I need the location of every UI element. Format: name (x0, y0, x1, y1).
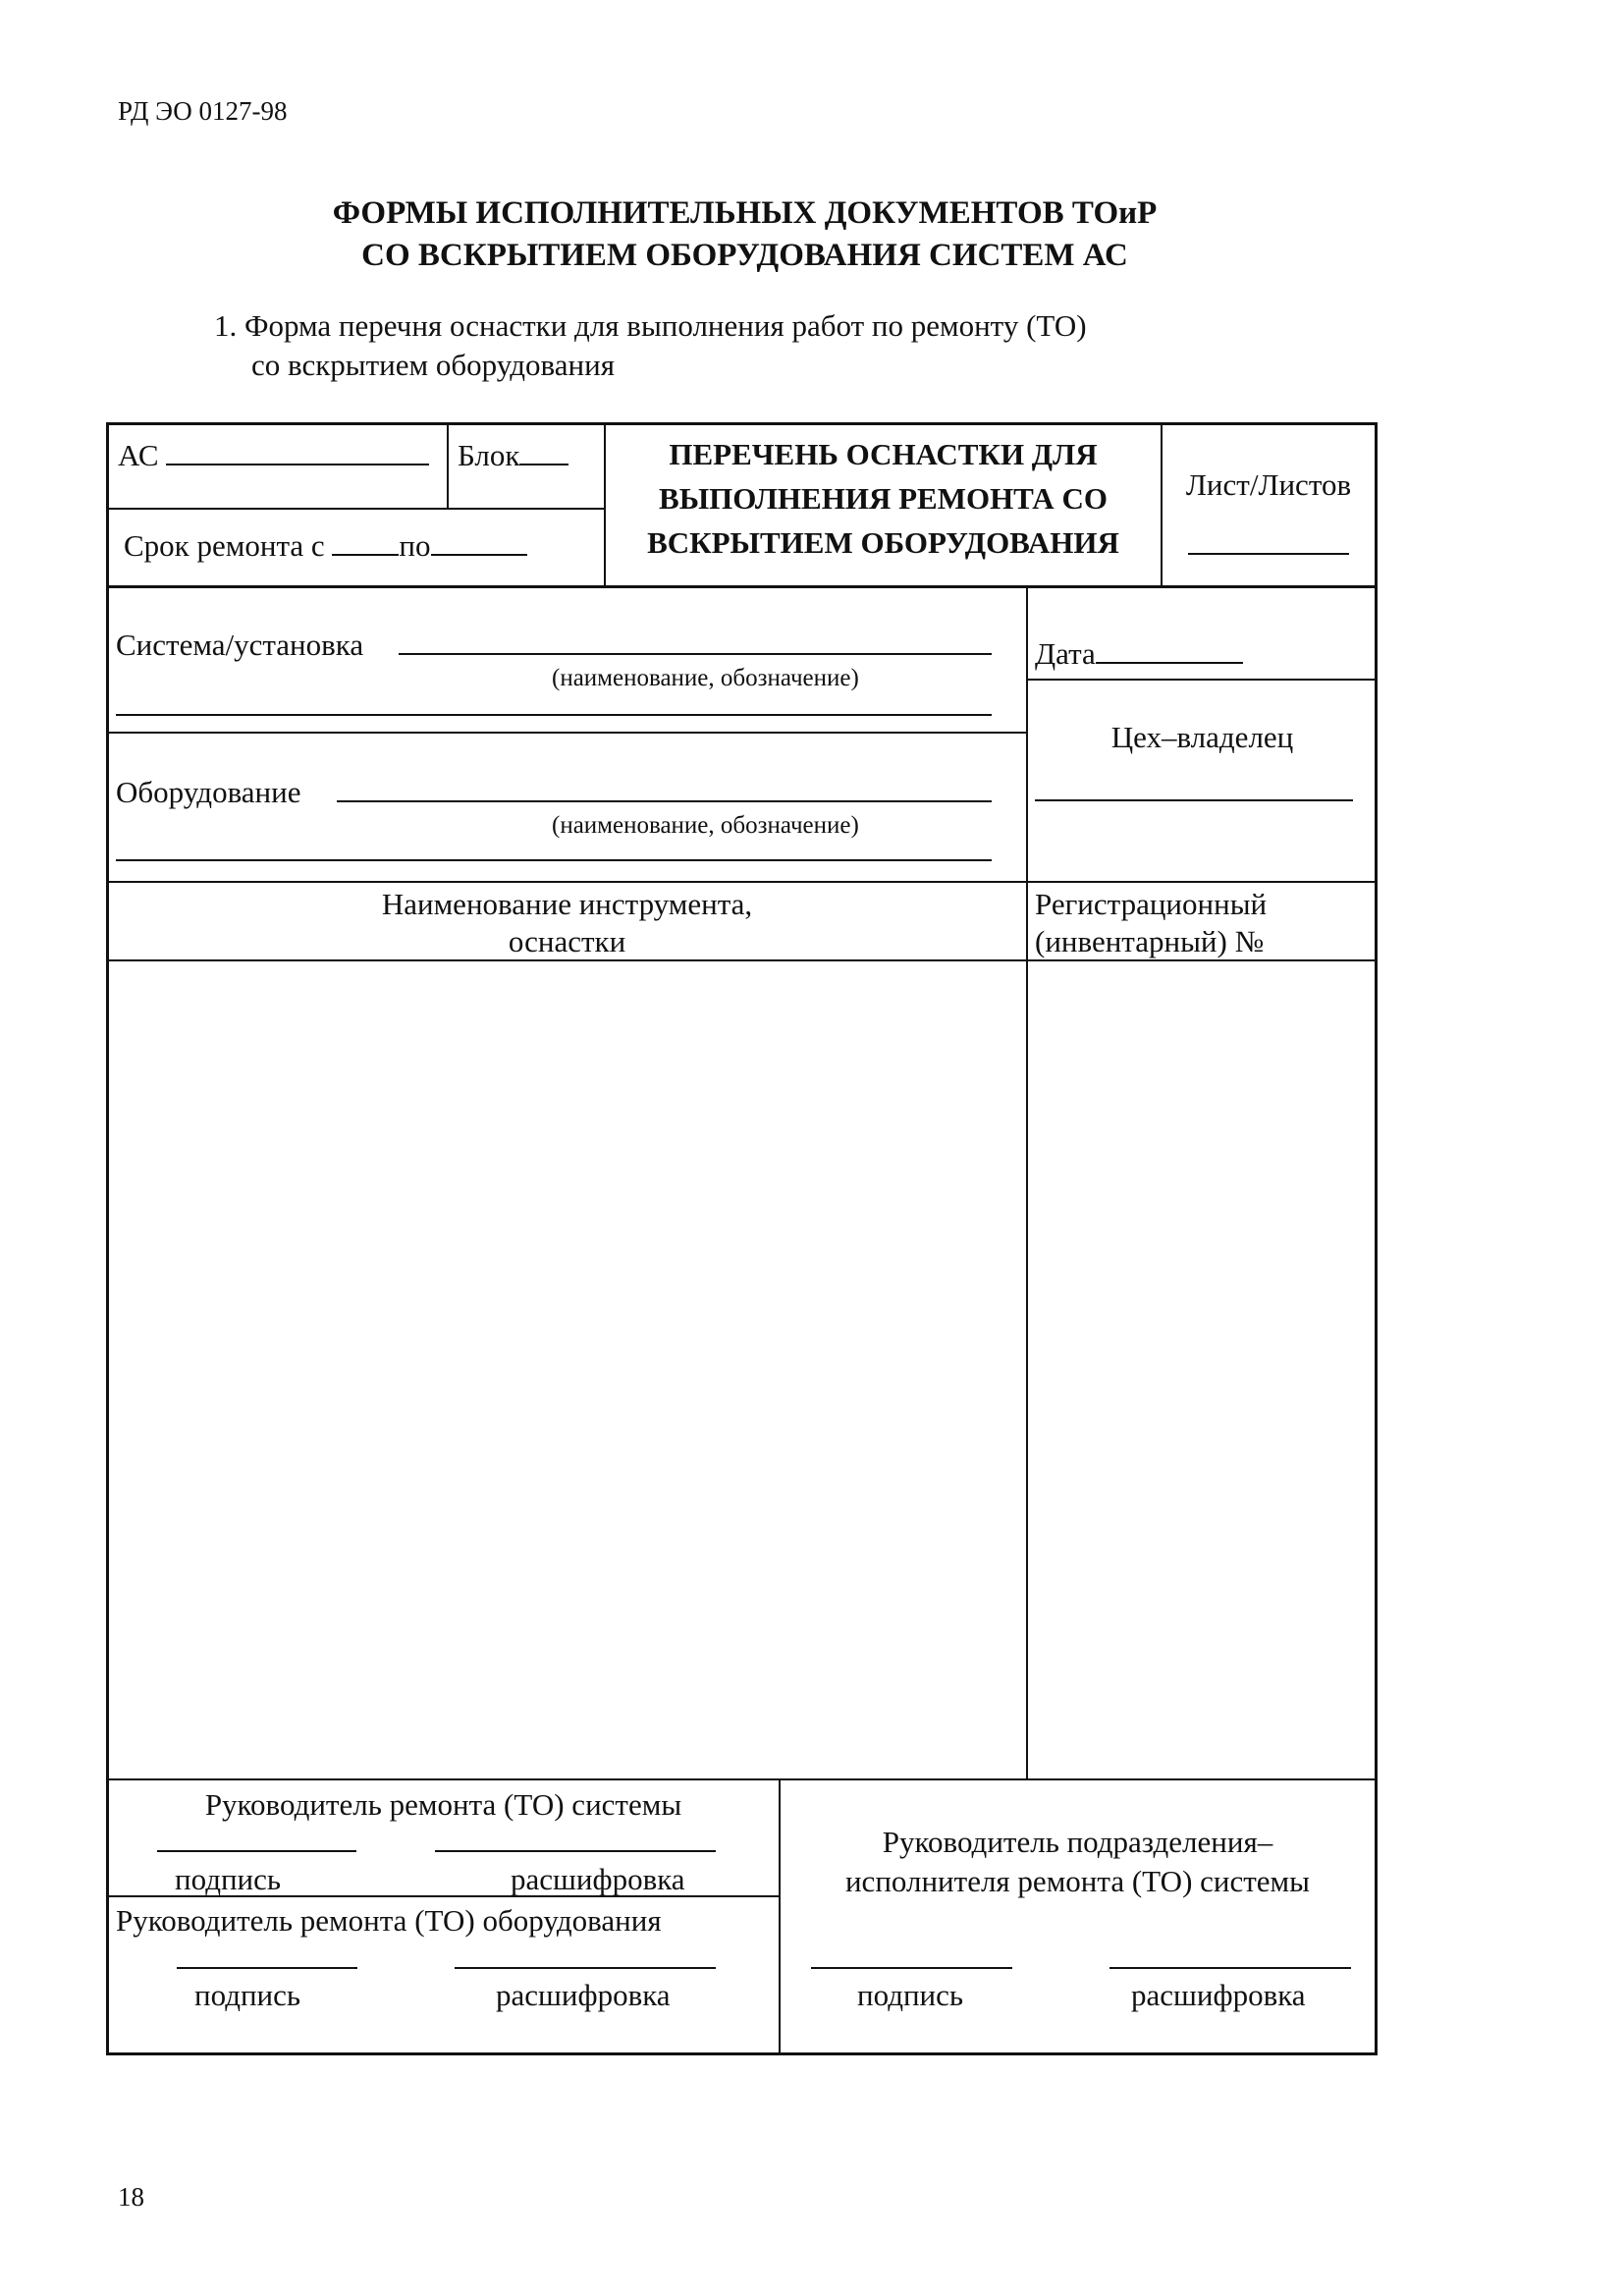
as-field[interactable] (166, 438, 429, 465)
owner-shop-field[interactable] (1035, 799, 1353, 801)
system-hint: (наименование, обозначение) (552, 665, 859, 691)
sheet-label: Лист/Листов (1185, 467, 1352, 502)
divider (106, 508, 605, 510)
equipment-repair-head-label: Руководитель ремонта (ТО) оборудования (116, 1903, 662, 1938)
date-field[interactable] (1096, 636, 1243, 664)
unit-head-signature-line[interactable] (811, 1967, 1012, 1969)
title-line-1: ФОРМЫ ИСПОЛНИТЕЛЬНЫХ ДОКУМЕНТОВ ТОиР (332, 195, 1158, 231)
block-label: Блок (458, 438, 568, 473)
system-head-signature-label: подпись (175, 1862, 282, 1896)
document-code: РД ЭО 0127-98 (118, 96, 288, 126)
divider (447, 422, 449, 509)
system-label: Система/установка (116, 628, 364, 662)
reg-number-column-area[interactable] (1028, 961, 1375, 1778)
repair-start-field[interactable] (332, 528, 399, 556)
equipment-hint: (наименование, обозначение) (552, 812, 859, 839)
divider (106, 732, 1027, 734)
tool-name-column-area[interactable] (108, 961, 1026, 1778)
col-tool-name: Наименование инструмента, оснастки (381, 887, 753, 958)
repair-period: Срок ремонта с по (124, 528, 527, 564)
divider (106, 1778, 1378, 1780)
divider (106, 881, 1378, 883)
equipment-head-signature-line[interactable] (177, 1967, 357, 1969)
subtitle-line-1: 1. Форма перечня оснастки для выполнения работ по ремонту (ТО) (214, 308, 1087, 343)
form-title: ПЕРЕЧЕНЬ ОСНАСТКИ ДЛЯ ВЫПОЛНЕНИЯ РЕМОНТА СО ВСКРЫТИЕМ ОБОРУДОВАНИЯ (647, 437, 1119, 560)
sheet-field[interactable] (1188, 553, 1349, 555)
page-number: 18 (118, 2182, 144, 2212)
block-field[interactable] (519, 438, 568, 465)
unit-head-label: Руководитель подразделения– исполнителя ремонта (ТО) системы (844, 1825, 1311, 1898)
repair-end-field[interactable] (431, 528, 527, 556)
as-label: АС (118, 438, 429, 473)
divider (1161, 422, 1163, 587)
system-field-line-2[interactable] (116, 714, 992, 716)
equipment-head-decoding-label: расшифровка (496, 1978, 671, 2012)
col-reg-number: Регистрационный (инвентарный) № (1035, 887, 1268, 958)
equipment-head-decoding-line[interactable] (455, 1967, 716, 1969)
form-border-top (106, 422, 1378, 425)
divider (106, 585, 1378, 588)
equipment-field[interactable] (337, 800, 992, 802)
system-repair-head-label: Руководитель ремонта (ТО) системы (204, 1787, 682, 1822)
form-border-right (1375, 422, 1378, 2055)
system-head-decoding-label: расшифровка (511, 1862, 685, 1896)
system-head-signature-line[interactable] (157, 1850, 356, 1852)
owner-shop-label: Цех–владелец (1110, 720, 1294, 754)
system-head-decoding-line[interactable] (435, 1850, 716, 1852)
divider (779, 1778, 781, 2053)
date-label: Дата (1035, 636, 1243, 672)
system-field[interactable] (399, 653, 992, 655)
form-border-bottom (106, 2052, 1378, 2055)
equipment-head-signature-label: подпись (194, 1978, 301, 2012)
title-line-2: СО ВСКРЫТИЕМ ОБОРУДОВАНИЯ СИСТЕМ АС (361, 238, 1128, 273)
unit-head-signature-label: подпись (857, 1978, 964, 2012)
page-title (0, 192, 1489, 277)
subtitle-line-2: со вскрытием оборудования (251, 348, 615, 382)
form-subtitle (214, 306, 1087, 385)
equipment-label: Оборудование (116, 775, 301, 809)
unit-head-decoding-label: расшифровка (1131, 1978, 1306, 2012)
equipment-field-line-2[interactable] (116, 859, 992, 861)
divider (1026, 679, 1377, 681)
unit-head-decoding-line[interactable] (1109, 1967, 1351, 1969)
